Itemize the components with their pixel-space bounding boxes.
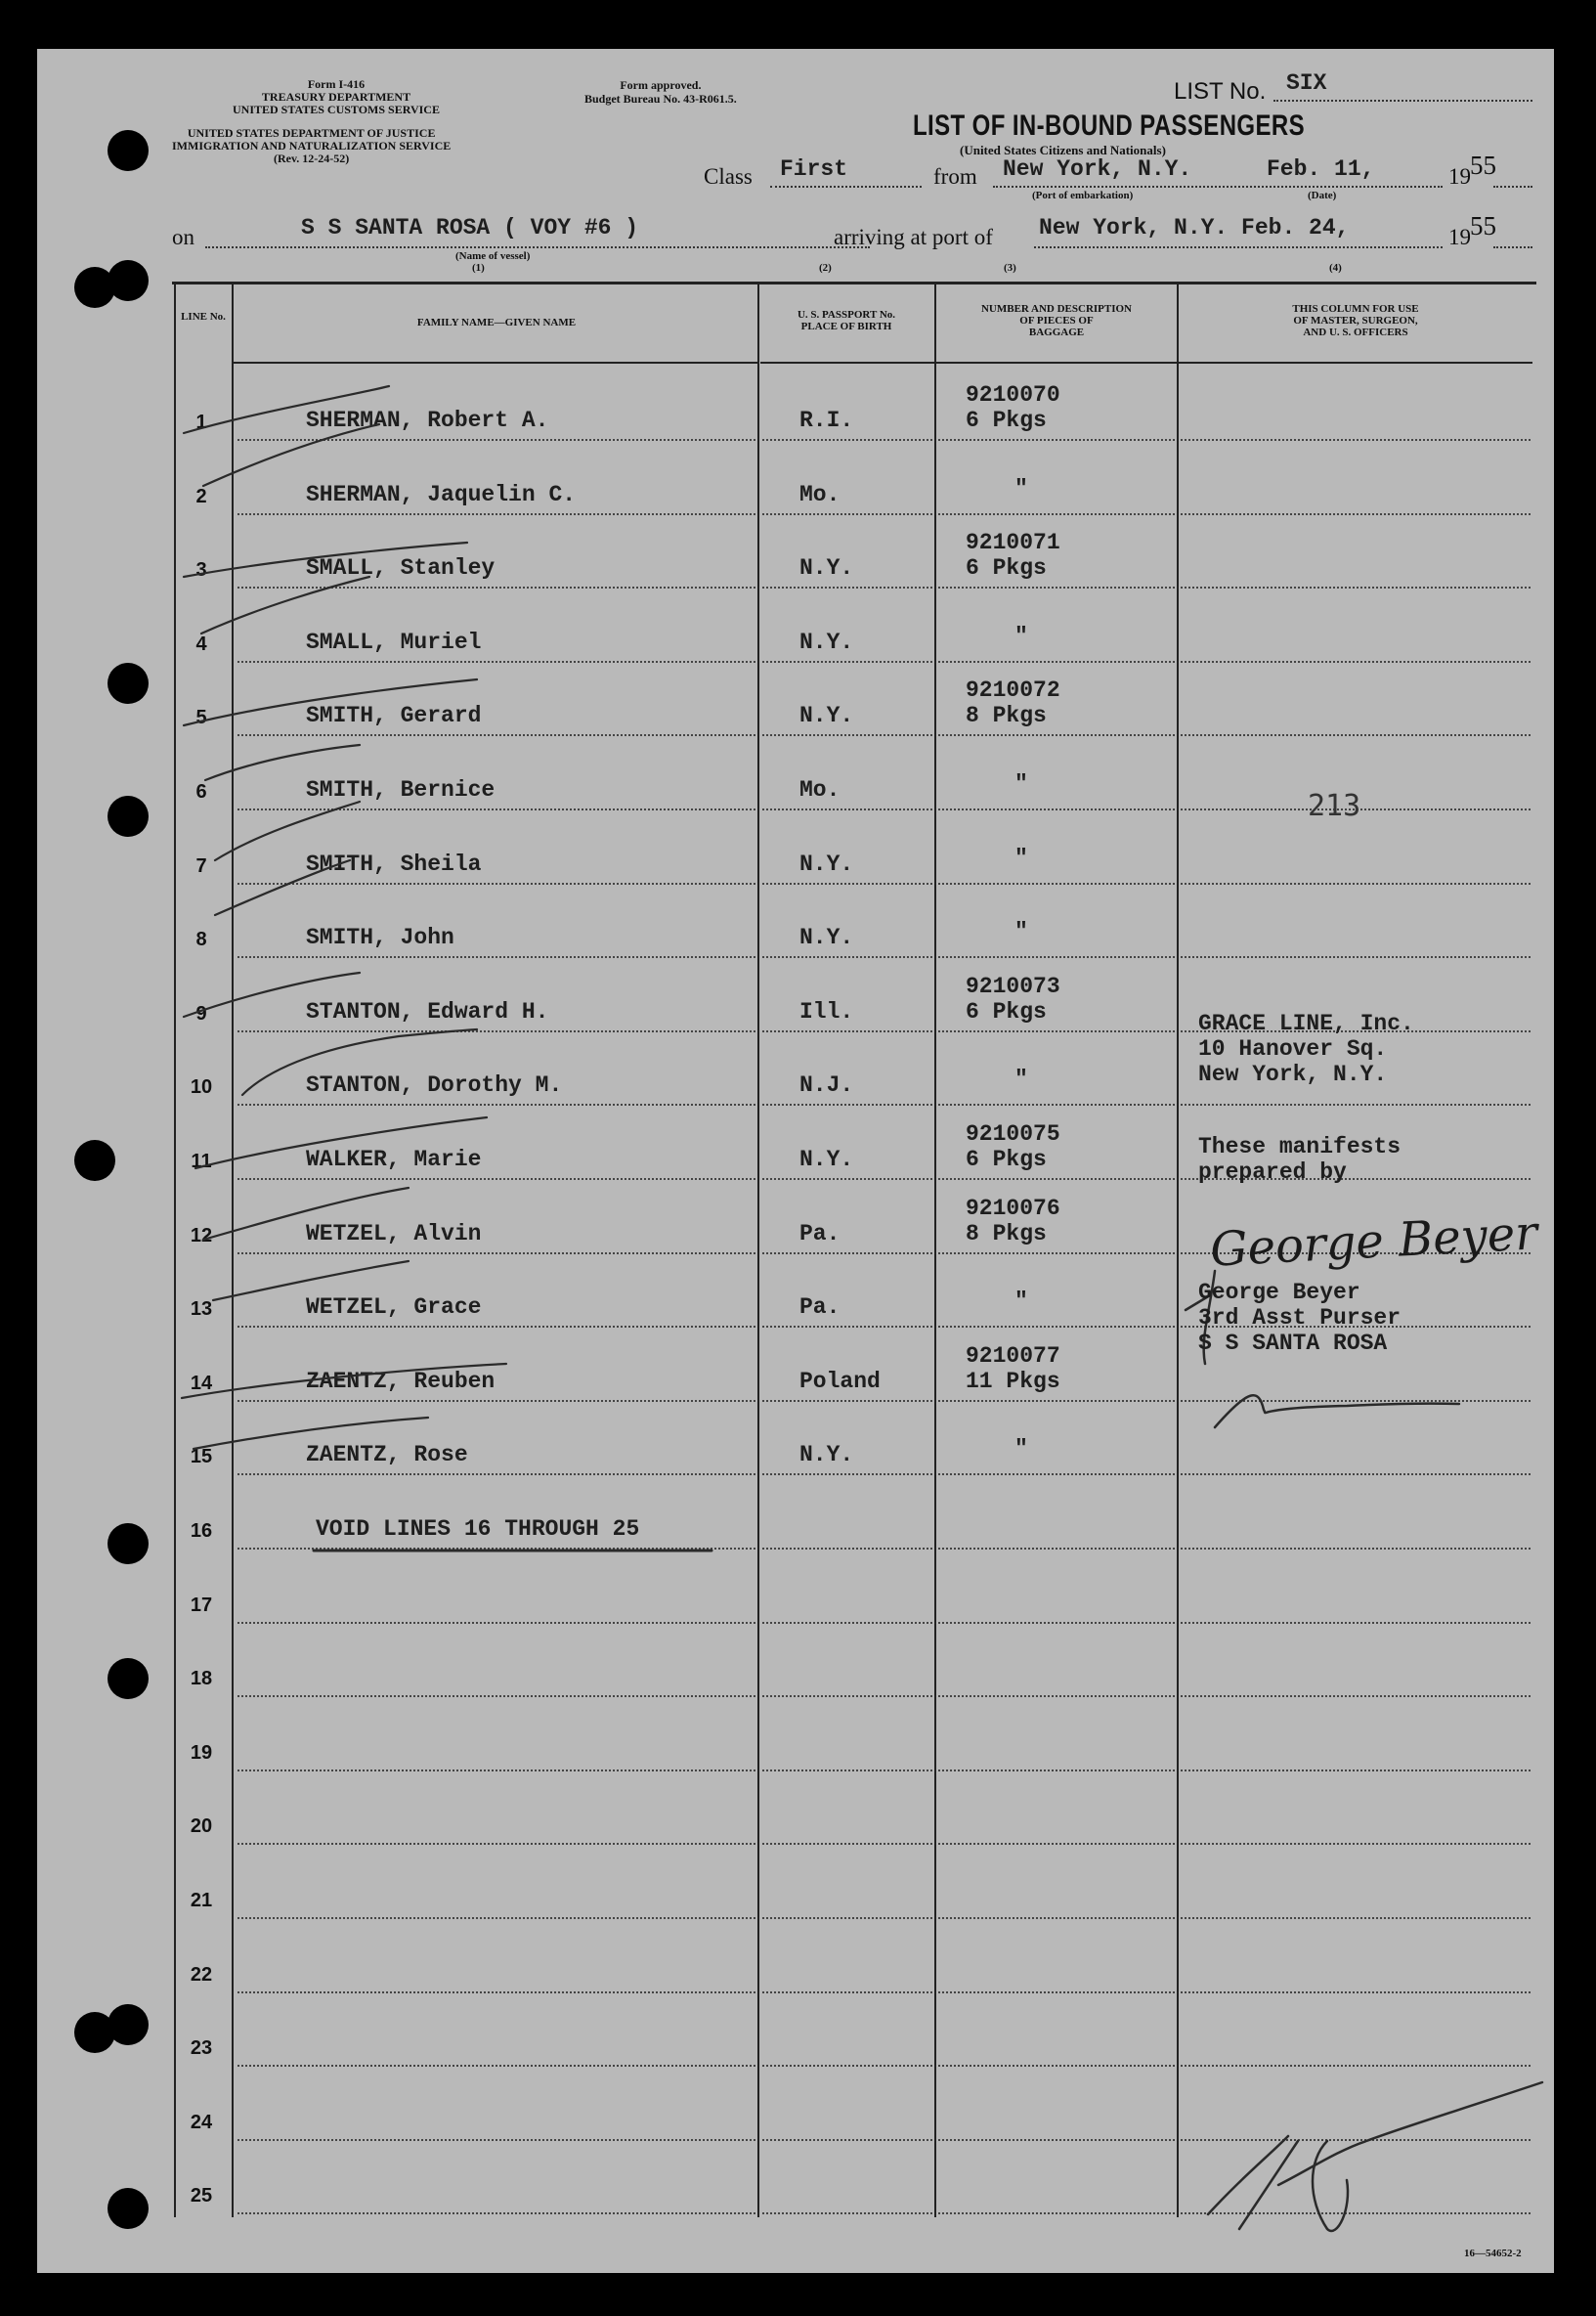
tick-mark: [194, 1418, 428, 1449]
passenger-name: SMITH, Gerard: [306, 703, 482, 729]
passenger-name: ZAENTZ, Reuben: [306, 1368, 496, 1394]
place-of-birth: N.Y.: [799, 1147, 854, 1172]
line-number: 11: [191, 1151, 212, 1172]
place-of-birth: N.Y.: [799, 925, 854, 951]
passenger-name: SHERMAN, Robert A.: [306, 408, 549, 433]
baggage-number: 9210071: [966, 530, 1060, 556]
tick-mark: [184, 973, 360, 1017]
line-number: 24: [190, 2111, 213, 2133]
baggage-count: ": [1014, 845, 1028, 871]
tick-mark: [213, 1261, 409, 1300]
baggage-count: 6 Pkgs: [966, 1147, 1047, 1172]
tick-mark: [242, 1029, 477, 1095]
passenger-name: STANTON, Dorothy M.: [306, 1072, 563, 1099]
line-number: 9: [195, 1002, 207, 1025]
port-caption: (Port of embarkation): [1032, 190, 1134, 201]
baggage-count: 8 Pkgs: [966, 703, 1047, 729]
tick-mark: [203, 424, 379, 486]
from-year-prefix: 19: [1448, 164, 1471, 189]
line-number: 4: [195, 633, 207, 655]
agency-block: UNITED STATES DEPARTMENT OF JUSTICE IMMIGRATION AND NATURALIZATION SERVICE (Rev. 12-24-52): [172, 126, 452, 165]
tick-mark: [184, 386, 389, 433]
line-number: 15: [190, 1446, 213, 1468]
preparer-block: George Beyer 3rd Asst Purser S S SANTA ROSA: [1198, 1280, 1402, 1356]
prepared-note: These manifests prepared by: [1198, 1134, 1402, 1185]
initials-stroke: [1215, 1395, 1459, 1427]
place-of-birth: R.I.: [799, 408, 854, 433]
col3-caption: (3): [1004, 262, 1016, 274]
col-header-name: FAMILY NAME—GIVEN NAME: [416, 317, 577, 328]
passenger-name: WALKER, Marie: [306, 1147, 482, 1172]
initials-stroke: [1208, 2082, 1542, 2229]
passenger-name: VOID LINES 16 THROUGH 25: [316, 1516, 640, 1542]
tick-mark: [182, 1364, 506, 1398]
baggage-number: 9210072: [966, 677, 1060, 704]
place-of-birth: Poland: [799, 1368, 881, 1394]
line-number: 7: [195, 854, 207, 877]
list-no-label: LIST No.: [1174, 78, 1267, 105]
baggage-count: 6 Pkgs: [966, 408, 1047, 433]
arrival-port-date: New York, N.Y. Feb. 24,: [1039, 215, 1350, 240]
col1-caption: (1): [472, 262, 485, 274]
line-number: 21: [190, 1890, 213, 1911]
baggage-number: 9210070: [966, 382, 1060, 408]
passenger-name: SHERMAN, Jaquelin C.: [306, 481, 577, 507]
tick-mark: [195, 1117, 487, 1168]
place-of-birth: Mo.: [799, 777, 841, 803]
count-stamp: 213: [1308, 789, 1361, 823]
passenger-name: SMITH, John: [306, 925, 454, 951]
baggage-count: 8 Pkgs: [966, 1220, 1047, 1246]
from-year-suffix: 55: [1470, 151, 1496, 180]
place-of-birth: Mo.: [799, 481, 841, 507]
line-number: 19: [190, 1741, 213, 1764]
tick-mark: [201, 577, 369, 634]
line-number: 1: [195, 412, 207, 433]
arriving-label: arriving at port of: [834, 225, 993, 249]
vessel-name: S S SANTA ROSA ( VOY #6 ): [301, 215, 639, 240]
line-number: 3: [195, 559, 207, 582]
place-of-birth: N.Y.: [799, 703, 854, 729]
agent-address: GRACE LINE, Inc. 10 Hanover Sq. New York, N.Y.: [1198, 1011, 1414, 1087]
line-number: 14: [190, 1372, 213, 1394]
from-label: from: [933, 164, 977, 189]
line-number: 5: [195, 707, 207, 729]
place-of-birth: N.Y.: [799, 1442, 854, 1468]
passenger-name: ZAENTZ, Rose: [306, 1442, 468, 1468]
line-number: 10: [190, 1076, 213, 1099]
approval-block: Form approved. Budget Bureau No. 43-R061.5.: [584, 78, 737, 106]
line-number: 8: [195, 929, 207, 951]
line-number: 6: [195, 781, 207, 803]
baggage-count: ": [1014, 771, 1028, 797]
col4-caption: (4): [1329, 262, 1342, 274]
page-subtitle: (United States Citizens and Nationals): [960, 143, 1166, 157]
arrival-year-suffix: 55: [1470, 211, 1496, 240]
passenger-name: SMALL, Stanley: [306, 555, 496, 582]
arrival-year-prefix: 19: [1448, 225, 1471, 249]
baggage-count: 6 Pkgs: [966, 998, 1047, 1025]
tick-mark: [205, 745, 360, 780]
form-block: Form I-416 TREASURY DEPARTMENT UNITED STATES CUSTOMS SERVICE: [233, 77, 440, 116]
line-number: 13: [190, 1298, 213, 1321]
from-date: Feb. 11,: [1267, 156, 1375, 182]
initials-stroke: [1313, 2141, 1348, 2231]
place-of-birth: Ill.: [799, 998, 854, 1025]
col-header-baggage: NUMBER AND DESCRIPTION OF PIECES OF BAGGAGE: [980, 303, 1133, 338]
page-title: LIST OF IN-BOUND PASSENGERS: [913, 109, 1306, 142]
line-number: 12: [190, 1224, 213, 1246]
line-number: 18: [190, 1668, 213, 1690]
line-number: 25: [190, 2185, 213, 2207]
place-of-birth: N.Y.: [799, 629, 854, 655]
baggage-count: 11 Pkgs: [966, 1368, 1060, 1394]
baggage-count: ": [1014, 1067, 1028, 1093]
baggage-number: 9210076: [966, 1195, 1060, 1221]
baggage-count: 6 Pkgs: [966, 555, 1047, 582]
class-value: First: [780, 156, 848, 182]
manifest-sheet: [37, 49, 1554, 2273]
place-of-birth: Pa.: [799, 1220, 841, 1246]
from-port: New York, N.Y.: [1003, 156, 1192, 182]
class-label: Class: [704, 164, 753, 189]
line-number: 23: [190, 2037, 213, 2060]
tick-mark: [203, 1188, 409, 1240]
tick-mark: [184, 543, 467, 577]
col2-caption: (2): [819, 262, 832, 274]
baggage-count: ": [1014, 475, 1028, 502]
col-header-line-no: LINE No.: [181, 311, 226, 323]
handwritten-signature: George Beyer: [1208, 1205, 1539, 1278]
vessel-caption: (Name of vessel): [455, 250, 531, 262]
baggage-number: 9210077: [966, 1342, 1060, 1369]
tick-mark: [215, 802, 360, 860]
baggage-count: ": [1014, 1289, 1028, 1315]
line-number: 20: [190, 1815, 213, 1838]
on-label: on: [172, 225, 194, 249]
passenger-name: SMITH, Bernice: [306, 777, 496, 803]
line-number: 2: [195, 485, 207, 507]
place-of-birth: N.Y.: [799, 851, 854, 877]
passenger-name: WETZEL, Grace: [306, 1294, 482, 1321]
baggage-count: ": [1014, 919, 1028, 945]
place-of-birth: N.J.: [799, 1072, 854, 1099]
place-of-birth: Pa.: [799, 1294, 841, 1321]
list-no-value: SIX: [1286, 70, 1327, 96]
tick-mark: [184, 679, 477, 725]
passenger-name: SMITH, Sheila: [306, 851, 482, 877]
baggage-number: 9210073: [966, 973, 1060, 999]
passenger-name: STANTON, Edward H.: [306, 998, 549, 1025]
baggage-count: ": [1014, 623, 1028, 649]
baggage-number: 9210075: [966, 1121, 1060, 1147]
line-number: 17: [190, 1594, 213, 1616]
line-number: 22: [190, 1963, 213, 1986]
col-header-officers: THIS COLUMN FOR USE OF MASTER, SURGEON, AND U. S. OFFICERS: [1292, 303, 1419, 338]
line-number: 16: [190, 1520, 213, 1542]
date-caption: (Date): [1308, 190, 1337, 201]
passenger-name: WETZEL, Alvin: [306, 1220, 482, 1246]
place-of-birth: N.Y.: [799, 555, 854, 582]
footer-code: 16—54652-2: [1464, 2248, 1522, 2259]
col-header-passport: U. S. PASSPORT No. PLACE OF BIRTH: [797, 309, 896, 332]
tick-mark: [215, 860, 350, 915]
passenger-name: SMALL, Muriel: [306, 629, 482, 655]
baggage-count: ": [1014, 1436, 1028, 1463]
